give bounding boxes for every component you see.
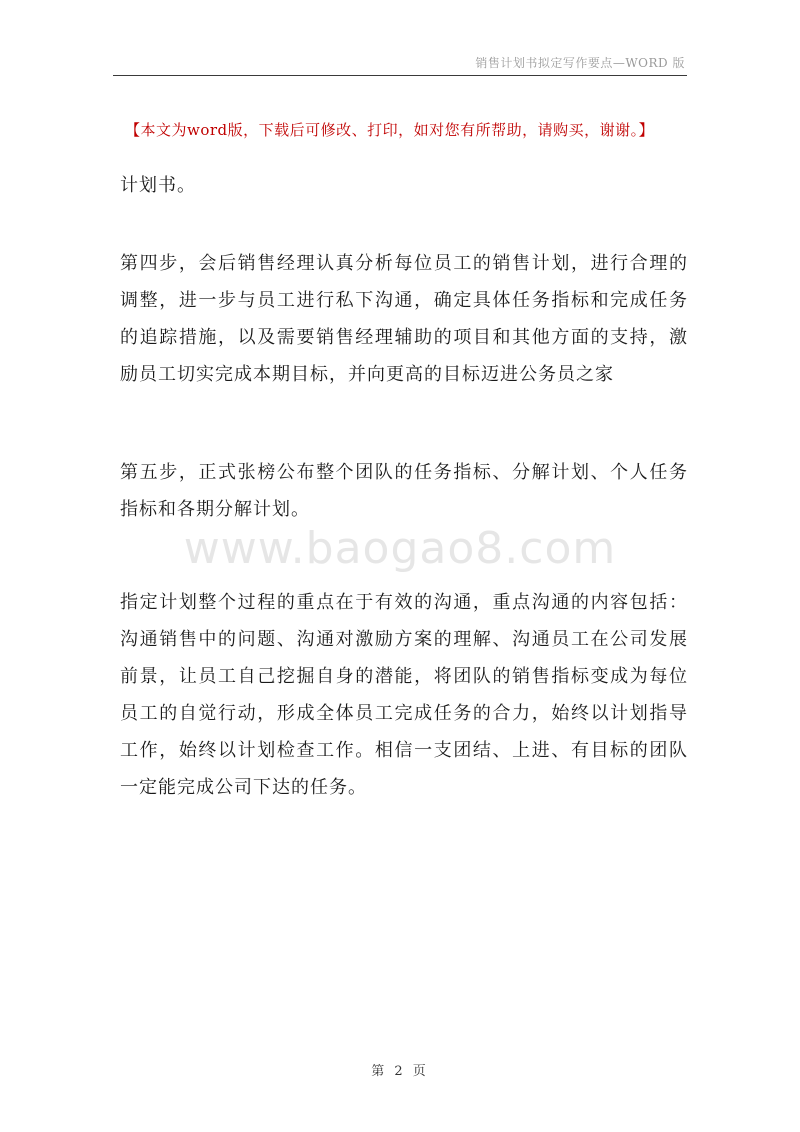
paragraph-1: 计划书。: [120, 175, 196, 196]
page-number: 第 2 页: [371, 1064, 429, 1079]
purchase-notice: 【本文为word版，下载后可修改、打印，如对您有所帮助，请购买，谢谢。】: [125, 121, 655, 139]
paragraph-3: 第五步，正式张榜公布整个团队的任务指标、分解计划、个人任务指标和各期分解计划。: [120, 462, 688, 520]
watermark: www.baogao8.com: [183, 523, 617, 574]
header-divider: [113, 75, 687, 76]
page-header-title: 销售计划书拟定写作要点—WORD 版: [475, 56, 685, 70]
paragraph-4: 指定计划整个过程的重点在于有效的沟通，重点沟通的内容包括：沟通销售中的问题、沟通对激励方案的理解、沟通员工在公司发展前景，让员工自己挖掘自身的潜能，将团队的销售指标变成为每位员工的自觉行动，形成全体员工完成任务的合力，始终以计划指导工作，始终以计划检查工作。相信一支团结、上进、有目标的团队一定能完成公司下达的任务。: [120, 592, 688, 798]
paragraph-2: 第四步，会后销售经理认真分析每位员工的销售计划，进行合理的调整，进一步与员工进行私下沟通，确定具体任务指标和完成任务的追踪措施，以及需要销售经理辅助的项目和其他方面的支持，激励员工切实完成本期目标，并向更高的目标迈进公务员之家: [120, 253, 688, 385]
